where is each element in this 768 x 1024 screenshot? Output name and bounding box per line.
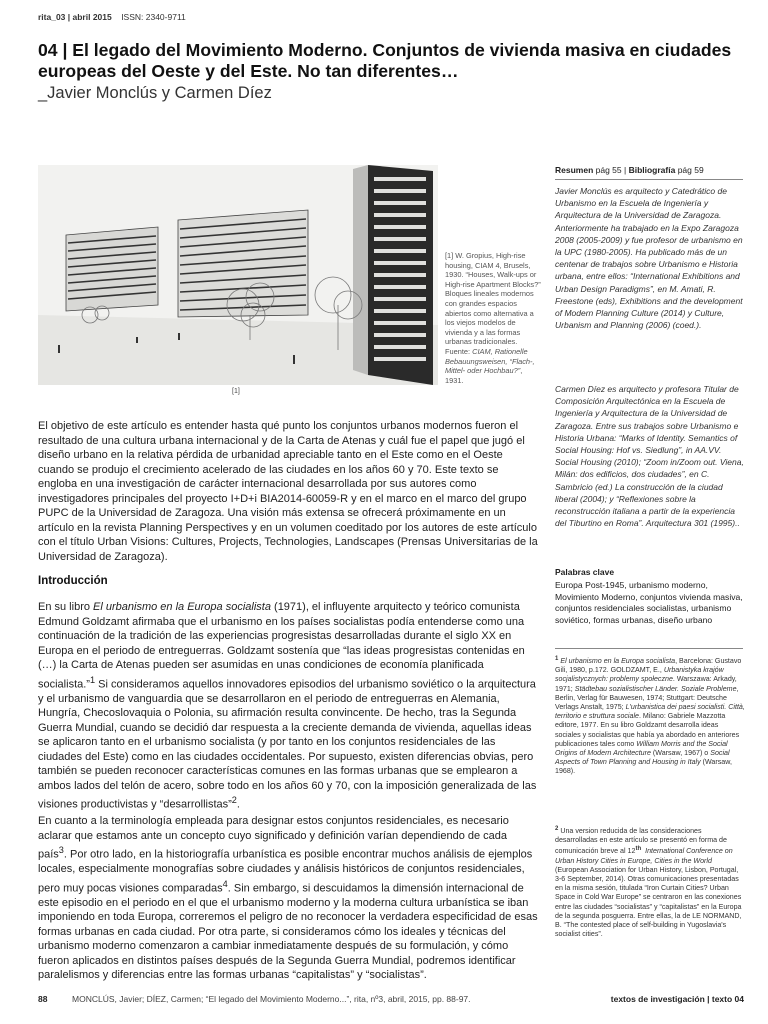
footnote-text: Städtebau sozialistischer Länder. Soziale Probleme (574, 684, 737, 693)
figure-gropius-housing (38, 165, 438, 385)
page-number: 88 (38, 994, 48, 1004)
footnote-text: (Warsaw, 1968). (555, 758, 732, 776)
footnote-ref-4[interactable]: 4 (222, 878, 228, 889)
bibliografia-page: pág 59 (675, 165, 704, 175)
footnote-text: . Milano: Gabriele Mazzotta editore, 1977. En su libro Goldzamt desarrolla ideas sociales y socialistas que había ya abordado en anteriores publicaciones tales como (555, 712, 740, 748)
body-text: En cuanto a la terminología empleada para designar estos conjuntos residenciales, es necesario aclarar que estamos ante un concepto cuyo significado y definición varían dependiendo de cada país (38, 815, 509, 861)
housing-drawing (38, 165, 438, 385)
footnote-text: , Barcelona: Gustavo Gili, 1980, p.172. GOLDZAMT, E., (555, 657, 742, 675)
author-bio-diez: Carmen Díez es arquitecto y profesora Titular de Composición Arquitectónica en la Escuela de Ingeniería y Arquitectura de la Universidad de Zaragoza. Entre sus trabajos sobre Urbanismo e Historia Urbana: “Marks of Identity. Semantics of Social Housing: Hof vs. Siedlung”, in AA.VV. Social Housing (2010); “Zoom in/Zoom out. Viena, Milán: dos edificios, dos ciudades”, en C. Sambricio (ed.) La construcción de la ciudad liberal (2004); y “Reflexiones sobre la reconstrucción italiana a partir de la experiencia del Tiburtino en Roma”. Arquitectura 301 (1995).. (555, 384, 744, 529)
keywords-heading: Palabras clave (555, 567, 615, 577)
footnote-text: Una version reducida de las consideraciones desarrolladas en este artículo se presentó en forma de comunicación breve al 12 (555, 827, 727, 856)
footnote-mark: 2 (555, 826, 559, 832)
footnote-ref-1[interactable]: 1 (89, 674, 96, 685)
issn: ISSN: 2340-9711 (121, 12, 186, 22)
article-title: 04 | El legado del Movimiento Moderno. Conjuntos de vivienda masiva en ciudades europeas del Oeste y del Este. No tan diferentes… (38, 40, 732, 81)
keywords-list: Europa Post-1945, urbanismo moderno, Movimiento Moderno, conjuntos vivienda masiva, conjuntos residenciales socialistas, urbanismo soviético, formas urbanas, diseño urbano (555, 580, 743, 625)
figure-number: [1] (232, 388, 240, 395)
figure-caption (445, 251, 541, 385)
footnote-ordinal: th (635, 846, 642, 853)
section-heading-introduccion: Introducción (38, 575, 108, 587)
body-text: (1971), el influyente arquitecto y teórico comunista Edmund Goldzamt afirmaba que el urbanismo en los países socialistas podía entenderse como una continuación de la tradición de las experiencias progresistas desarrolladas durante el siglo XX en Europa en el periodo de entreguerras. Goldzamt sostenía que “las ideas progresistas contenidas en (…) la Carta de Atenas pueden ser asumidas en unas condiciones de economía planificada socialista.” (38, 601, 525, 691)
body-text: En su libro (38, 601, 94, 613)
footnote-text: L'urbanistica dei paesi socialisti. Città, territorio e struttura sociale (555, 703, 745, 721)
journal-issue: rita_03 | abril 2015 (38, 12, 112, 22)
footnote-text: Social Aspects of Town Planning and Housing in Italy (555, 749, 730, 767)
body-paragraph-2 (38, 814, 538, 983)
footnote-text: William Morris and the Social Origins of Modern Architecture (555, 739, 728, 758)
footnote-ref-2[interactable]: 2 (231, 795, 237, 806)
running-header (38, 12, 186, 22)
caption-source: CIAM, Rationelle Bebauungsweisen, “Flach-, Mittel- oder Hochbau?” (445, 346, 535, 376)
footnotes-divider (555, 648, 743, 649)
footnote-1 (555, 655, 745, 777)
body-text: . Por otro lado, en la historiografía urbanística es posible encontrar muchos análisis de ejemplos locales, especialmente monografías sobre ciudades y análisis históricos de conjuntos residenciales, pero muy pocas visiones comparadas (38, 848, 533, 895)
body-paragraph-1 (38, 600, 538, 812)
footnote-text: International Conference on Urban History Cities in Europe, Cities in the World (555, 847, 733, 865)
footnote-text: (Warsaw, 1967) o (650, 749, 711, 758)
body-text: Si consideramos aquellos innovadores episodios del urbanismo soviético o la arquitectura y el urbanismo de vanguardia que se desarrollaron en el periodo de entreguerras en Alemania, Hungría, Checoslovaquia o Polonia, su afirmación resulta convincente. De hecho, tras la Segunda Guerra Mundial, cuando se decidió dar respuesta a la creciente demanda de vivienda, aquellas ideas se aplicaron tanto en el urbanismo socialista (y por tanto en los conjuntos residenciales de las ciudades del Este) como en las ciudades occidentales. Por supuesto, existen diferencias obvias, pero también se pueden reconocer características comunes en las formas urbanas que se emplearon a ambos lados del telón de acero, sobre todo en los años 60 y 70, con la imposición generalizada de las visiones productivistas y “desarrollistas” (38, 678, 537, 811)
footnote-text: El urbanismo en la Europa socialista (560, 657, 676, 665)
resumen-page: pág 55 | (593, 165, 629, 175)
footnote-ref-3[interactable]: 3 (58, 845, 64, 855)
article-authors: _Javier Monclús y Carmen Díez (38, 84, 272, 102)
bibliografia-link[interactable]: Bibliografía (628, 165, 676, 175)
footnote-2 (555, 825, 745, 939)
body-text: . Sin embargo, si descuidamos la dimensión internacional de este episodio en el periodo en el que el urbanismo moderno y la moderna cultura urbanística se iban imponiendo en toda Europa, correremos el peligro de no reconocer la verdadera especificidad de esas formas urbanas en cada ciudad. Por otra parte, si consideramos cómo los ideales y técnicas del urbanismo moderno comenzaron a cambiar inmediatamente después de su formulación, y cómo fueron aplicados en distintos países después de la Segunda Guerra Mundial, podremos identificar paralelismos y diferencias entre las formas urbanas “capitalistas” y “socialistas”. (38, 882, 538, 982)
footer-section: textos de investigación | texto 04 (610, 994, 744, 1004)
sidebar-divider (555, 179, 743, 180)
resumen-links (555, 165, 704, 175)
resumen-link[interactable]: Resumen (555, 165, 594, 175)
caption-number: [1] (445, 251, 454, 260)
footnote-text: , Berlin, Verlag für Bauwesen, 1974; Stuttgart: Deutsche Verlags Anstalt, 1975; (555, 684, 739, 712)
footnote-text: Urbanistyka krajów socjalistycznych: problemy społeczne (555, 666, 724, 684)
footnote-text: (European Association for Urban History, Lisbon, Portugal, 3-6 September, 2014). Otras comunicaciones presentadas en la misma sesión, titulada “Iron Curtain Cities? Urban Space in Cold War Europe” se centraron en las conexiones entre las ciudades “socialistas” y “capitalistas” en la Europa de la segunda posguerra. Entre ellas, la de LE NORMAND, B. “The contested place of self-building in Yugoslavia's socialist cities”. (555, 865, 742, 939)
book-title: El urbanismo en la Europa socialista (93, 601, 271, 613)
body-text: . (236, 798, 240, 811)
caption-year: , 1931. (445, 366, 523, 385)
caption-text: W. Gropius, High-rise housing, CIAM 4, Brusels, 1930. “Houses, Walk-ups or High-rise Apartment Blocks?” Bloques lineales modernos con grandes espacios abiertos como alternativa a los viejos modelos de vivienda y a las formas urbanas tradicionales. Fuente: (445, 251, 541, 356)
abstract-paragraph: El objetivo de este artículo es entender hasta qué punto los conjuntos urbanos modernos fueron el resultado de una cultura urbana internacional y de la Carta de Atenas y cuál fue el papel que jugó el diseño urbano en la relativa pérdida de urbanidad apreciable tanto en el Este como en el Oeste cuando se produjo el crecimiento acelerado de las ciudades en los años 60 y 70. Este texto se engloba en una investigación de carácter internacional desarrollada por sus autores como investigadores principales del proyecto I+D+i BIA2014-60059-R y en el marco en el marco del grupo PUPC de la Universidad de Zaragoza. Una visión más extensa se ofrecerá próximamente en un artículo en la revista Planning Perspectives y en un volumen coeditado por los autores de este artículo con el título Urban Visions: Cultures, Projects, Technologies, Landscapes (Prensas Universitarias de la Universidad de Zaragoza). (38, 420, 538, 563)
footnote-text: . Warszawa: Arkady, 1971; (555, 675, 737, 693)
footnote-mark: 1 (555, 656, 559, 662)
footer-citation: MONCLÚS, Javier; DÍEZ, Carmen; “El legado del Movimiento Moderno...”, rita, nº3, abril, 2015, pp. 88-97. (72, 994, 471, 1004)
author-bio-monclus: Javier Monclús es arquitecto y Catedrático de Urbanismo en la Escuela de Ingeniería y Arquitectura de la Universidad de Zaragoza. Anteriormente ha trabajado en la Expo Zaragoza 2008 (2005-2009) y fue profesor de urbanismo en la UPC (1980-2005). Ha publicado más de un centenar de trabajos sobre Urbanismo e Historia urbana, entre ellos: “International Exhibitions and Urban Design Paradigms”, en M. Amati, R. Freestone (eds), Exhibitions and the development of Modern Planning Culture (2014) y Culture, Urbanism and Planning (2006) (coed.). (555, 186, 743, 331)
